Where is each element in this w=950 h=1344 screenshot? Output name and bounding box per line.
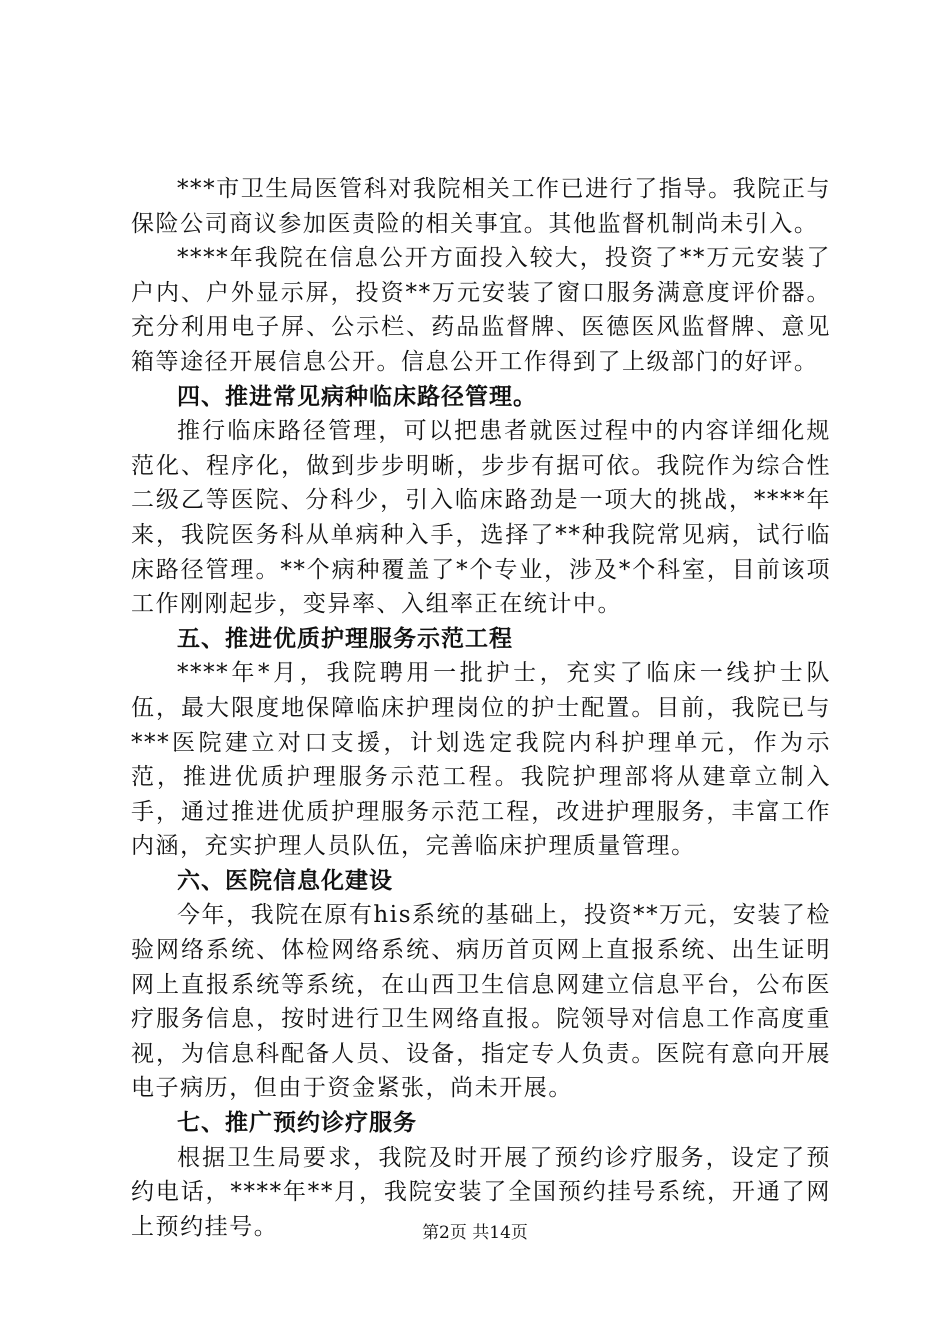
paragraph-information-disclosure: ****年我院在信息公开方面投入较大，投资了**万元安装了户内、户外显示屏，投资**万元安装了窗口服务满意度评价器。充分利用电子屏、公示栏、药品监督牌、医德医风监督牌、意见箱等途径开展信息公开。信息公开工作得到了上级部门的好评。: [131, 245, 831, 375]
section-heading-hospital-it: 六、医院信息化建设: [177, 867, 393, 894]
section-heading-appointment: 七、推广预约诊疗服务: [177, 1110, 417, 1137]
section-heading-quality-nursing: 五、推进优质护理服务示范工程: [177, 625, 513, 652]
section-heading-clinical-pathway: 四、推进常见病种临床路径管理。: [177, 383, 537, 410]
page-number-footer: 第2页 共14页: [422, 1223, 528, 1243]
paragraph-quality-nursing: ****年*月，我院聘用一批护士，充实了临床一线护士队伍，最大限度地保障临床护理岗位的护士配置。目前，我院已与***医院建立对口支援，计划选定我院内科护理单元，作为示范，推进优质护理服务示范工程。我院护理部将从建章立制入手，通过推进优质护理服务示范工程，改进护理服务，丰富工作内涵，充实护理人员队伍，完善临床护理质量管理。: [131, 660, 831, 860]
paragraph-appointment: 根据卫生局要求，我院及时开展了预约诊疗服务，设定了预约电话，****年**月，我院安装了全国预约挂号系统，开通了网上预约挂号。: [131, 1144, 831, 1240]
paragraph-supervision: ***市卫生局医管科对我院相关工作已进行了指导。我院正与保险公司商议参加医责险的相关事宜。其他监督机制尚未引入。: [131, 176, 831, 237]
paragraph-hospital-it: 今年，我院在原有his系统的基础上，投资**万元，安装了检验网络系统、体检网络系统、病历首页网上直报系统、出生证明网上直报系统等系统，在山西卫生信息网建立信息平台，公布医疗服务信息，按时进行卫生网络直报。院领导对信息工作高度重视，为信息科配备人员、设备，指定专人负责。医院有意向开展电子病历，但由于资金紧张，尚未开展。: [131, 902, 831, 1102]
paragraph-clinical-pathway: 推行临床路径管理，可以把患者就医过程中的内容详细化规范化、程序化，做到步步明晰，步步有据可依。我院作为综合性二级乙等医院、分科少，引入临床路劲是一项大的挑战，****年来，我院医务科从单病种入手，选择了**种我院常见病，试行临床路径管理。**个病种覆盖了*个专业，涉及*个科室，目前该项工作刚刚起步，变异率、入组率正在统计中。: [131, 418, 831, 618]
document-body: [131, 172, 831, 1244]
